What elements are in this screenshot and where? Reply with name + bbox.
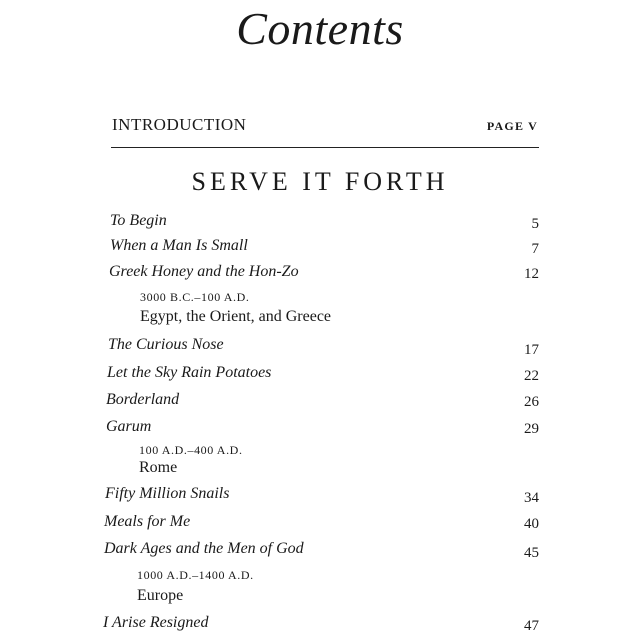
entry-region: Europe <box>137 587 184 604</box>
entry-region: Egypt, the Orient, and Greece <box>140 308 332 325</box>
entry-title: To Begin <box>110 212 167 229</box>
entry-page: 45 <box>524 545 539 561</box>
entry-title: Dark Ages and the Men of God <box>104 540 304 557</box>
entry-dates: 1000 A.D.–1400 A.D. <box>137 568 254 582</box>
entry-page: 17 <box>524 342 539 358</box>
entry-page: 12 <box>524 266 539 282</box>
entry-page: 5 <box>531 216 539 232</box>
entry-page: 47 <box>524 618 539 634</box>
entry-page: 34 <box>524 490 539 506</box>
entry-title: Let the Sky Rain Potatoes <box>107 364 272 381</box>
entry-title: When a Man Is Small <box>110 237 248 254</box>
entry-page: 22 <box>524 368 539 384</box>
page-title: Contents <box>236 3 404 54</box>
entry-page: 40 <box>524 516 539 532</box>
entry-title: The Curious Nose <box>108 336 224 353</box>
entry-page: 29 <box>524 421 539 437</box>
introduction-label: INTRODUCTION <box>112 115 247 134</box>
entry-region: Rome <box>139 459 178 476</box>
introduction-row <box>112 115 538 135</box>
entry-page: 7 <box>531 241 539 257</box>
entry-dates: 3000 B.C.–100 A.D. <box>140 290 250 304</box>
entry-page: 26 <box>524 394 539 410</box>
entry-dates: 100 A.D.–400 A.D. <box>139 443 243 457</box>
divider-rule <box>111 147 539 148</box>
entry-title: Greek Honey and the Hon-Zo <box>109 263 299 280</box>
entry-title: I Arise Resigned <box>103 614 209 631</box>
entry-title: Borderland <box>106 391 180 408</box>
entry-title: Meals for Me <box>104 513 191 530</box>
entry-title: Fifty Million Snails <box>105 485 230 502</box>
introduction-page: PAGE V <box>486 119 538 133</box>
section-title: SERVE IT FORTH <box>191 167 449 196</box>
entry-title: Garum <box>106 418 152 435</box>
